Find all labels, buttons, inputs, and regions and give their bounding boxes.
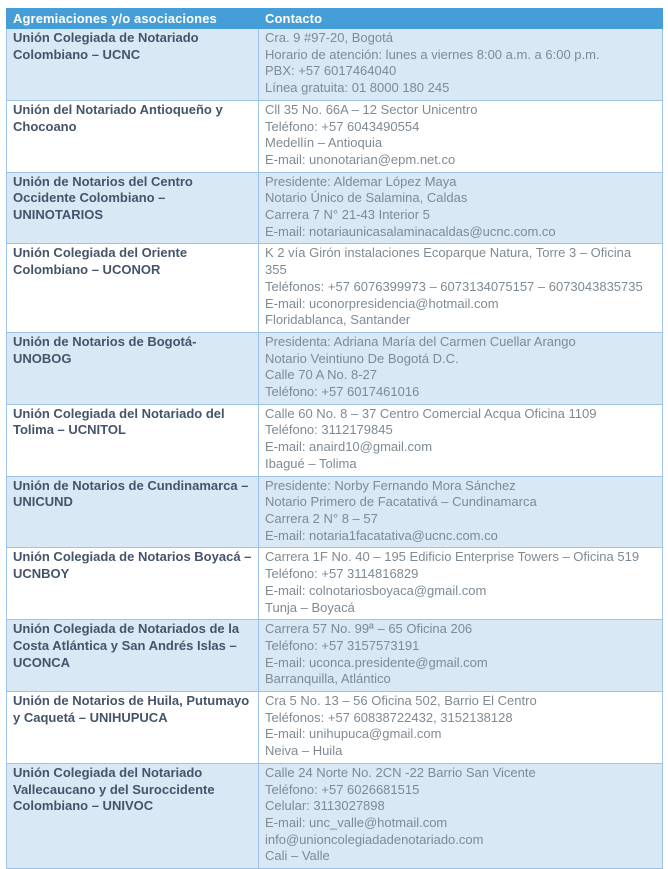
contact-line: Calle 70 A No. 8-27 — [265, 367, 378, 383]
table-row — [7, 172, 663, 244]
contact-line: Teléfonos: +57 60838722432, 3152138128 — [265, 709, 513, 725]
contact-info-cell — [259, 476, 663, 548]
contact-info-cell — [259, 763, 663, 868]
association-name: Unión del Notariado Antioqueño y Chocoano — [7, 100, 259, 172]
contact-line: Tunja – Boyacá — [265, 599, 355, 615]
contact-line: Carrera 2 N° 8 – 57 — [265, 510, 378, 526]
contact-line: Neiva – Huila — [265, 743, 343, 759]
association-name: Unión Colegiada del Oriente Colombiano – UCONOR — [7, 244, 259, 333]
contact-line: Presidente: Norby Fernando Mora Sánchez — [265, 477, 516, 493]
contact-line: Cll 35 No. 66A – 12 Sector Unicentro — [265, 101, 478, 117]
table-row — [7, 476, 663, 548]
contact-line: Teléfonos: +57 6076399973 – 6073134075157 – 6073043835735 — [265, 278, 643, 294]
contact-line: Carrera 7 N° 21-43 Interior 5 — [265, 207, 430, 223]
association-name: Unión Colegiada de Notariado Colombiano – UCNC — [7, 29, 259, 101]
contact-info-cell — [259, 244, 663, 333]
contact-line: Teléfono: +57 3114816829 — [265, 566, 419, 582]
contact-line: Floridablanca, Santander — [265, 312, 411, 328]
contact-line: info@unioncolegiadadenotariado.com — [265, 831, 484, 847]
contact-line: K 2 vía Girón instalaciones Ecoparque Natura, Torre 3 – Oficina 355 — [265, 245, 632, 278]
contact-line: Medellín – Antioquia — [265, 135, 383, 151]
contact-line: E-mail: notaria1facatativa@ucnc.com.co — [265, 527, 498, 543]
contact-line: Cra 5 No. 13 – 56 Oficina 502, Barrio El Centro — [265, 693, 537, 709]
contact-line: PBX: +57 6017464040 — [265, 63, 397, 79]
contact-info-cell — [259, 332, 663, 404]
table-row — [7, 548, 663, 620]
contact-info-cell — [259, 620, 663, 692]
contact-info-cell — [259, 548, 663, 620]
table-row — [7, 692, 663, 764]
contact-line: Barranquilla, Atlántico — [265, 671, 391, 687]
contact-line: E-mail: unonotarian@epm.net.co — [265, 151, 456, 167]
association-name: Unión de Notarios de Bogotá- UNOBOG — [7, 332, 259, 404]
contact-line: Presidenta: Adriana María del Carmen Cuellar Arango — [265, 333, 576, 349]
contact-line: Notario Primero de Facatativá – Cundinamarca — [265, 494, 537, 510]
contact-line: Cra. 9 #97-20, Bogotá — [265, 30, 393, 45]
contact-line: Cali – Valle — [265, 848, 330, 864]
table-row — [7, 404, 663, 476]
contact-line: Notario Único de Salamina, Caldas — [265, 190, 468, 206]
contact-line: Teléfono: +57 6026681515 — [265, 781, 420, 797]
contact-line: Teléfono: +57 6017461016 — [265, 384, 420, 400]
table-body — [7, 29, 663, 869]
contact-line: E-mail: unc_valle@hotmail.com — [265, 814, 448, 830]
contact-line: E-mail: colnotariosboyaca@gmail.com — [265, 582, 487, 598]
contact-line: E-mail: uconorpresidencia@hotmail.com — [265, 295, 499, 311]
association-name: Unión Colegiada del Notariado Vallecaucano y del Suroccidente Colombiano – UNIVOC — [7, 763, 259, 868]
contact-line: Calle 24 Norte No. 2CN -22 Barrio San Vicente — [265, 764, 536, 780]
contact-line: Carrera 57 No. 99ª – 65 Oficina 206 — [265, 621, 473, 637]
contact-info-cell — [259, 692, 663, 764]
contact-line: E-mail: uconca.presidente@gmail.com — [265, 654, 488, 670]
association-name: Unión Colegiada de Notarios Boyacá – UCNBOY — [7, 548, 259, 620]
contact-line: E-mail: notariaunicasalaminacaldas@ucnc.com.co — [265, 223, 556, 239]
table-row — [7, 620, 663, 692]
contact-line: Teléfono: +57 6043490554 — [265, 118, 420, 134]
contact-line: E-mail: anaird10@gmail.com — [265, 439, 433, 455]
table-row — [7, 29, 663, 101]
contact-line: Teléfono: 3112179845 — [265, 422, 393, 438]
table-header-row — [7, 9, 663, 29]
contact-line: Teléfono: +57 3157573191 — [265, 637, 420, 653]
associations-contact-table — [6, 8, 663, 869]
association-name: Unión de Notarios de Huila, Putumayo y Caquetá – UNIHUPUCA — [7, 692, 259, 764]
contact-line: Notario Veintiuno De Bogotá D.C. — [265, 350, 459, 366]
contact-line: Celular: 3113027898 — [265, 798, 385, 814]
association-name: Unión Colegiada de Notariados de la Costa Atlántica y San Andrés Islas – UCONCA — [7, 620, 259, 692]
contact-line: Calle 60 No. 8 – 37 Centro Comercial Acqua Oficina 1109 — [265, 405, 597, 421]
contact-info-cell — [259, 172, 663, 244]
table-row — [7, 763, 663, 868]
association-name: Unión Colegiada del Notariado del Tolima – UCNITOL — [7, 404, 259, 476]
contact-line: Ibagué – Tolima — [265, 455, 357, 471]
table-row — [7, 332, 663, 404]
column-header-contacto: Contacto — [259, 9, 663, 29]
contact-info-cell — [259, 100, 663, 172]
table-row — [7, 244, 663, 333]
table-row — [7, 100, 663, 172]
association-name: Unión de Notarios del Centro Occidente Colombiano – UNINOTARIOS — [7, 172, 259, 244]
contact-line: Presidente: Aldemar López Maya — [265, 173, 457, 189]
contact-line: Línea gratuita: 01 8000 180 245 — [265, 80, 450, 96]
contact-info-cell — [259, 404, 663, 476]
column-header-agremiaciones: Agremiaciones y/o asociaciones — [7, 9, 259, 29]
contact-line: Carrera 1F No. 40 – 195 Edificio Enterprise Towers – Oficina 519 — [265, 549, 640, 565]
contact-line: Horario de atención: lunes a viernes 8:00 a.m. a 6:00 p.m. — [265, 46, 600, 62]
contact-info-cell — [259, 29, 663, 101]
association-name: Unión de Notarios de Cundinamarca – UNICUND — [7, 476, 259, 548]
contact-line: E-mail: unihupuca@gmail.com — [265, 726, 442, 742]
